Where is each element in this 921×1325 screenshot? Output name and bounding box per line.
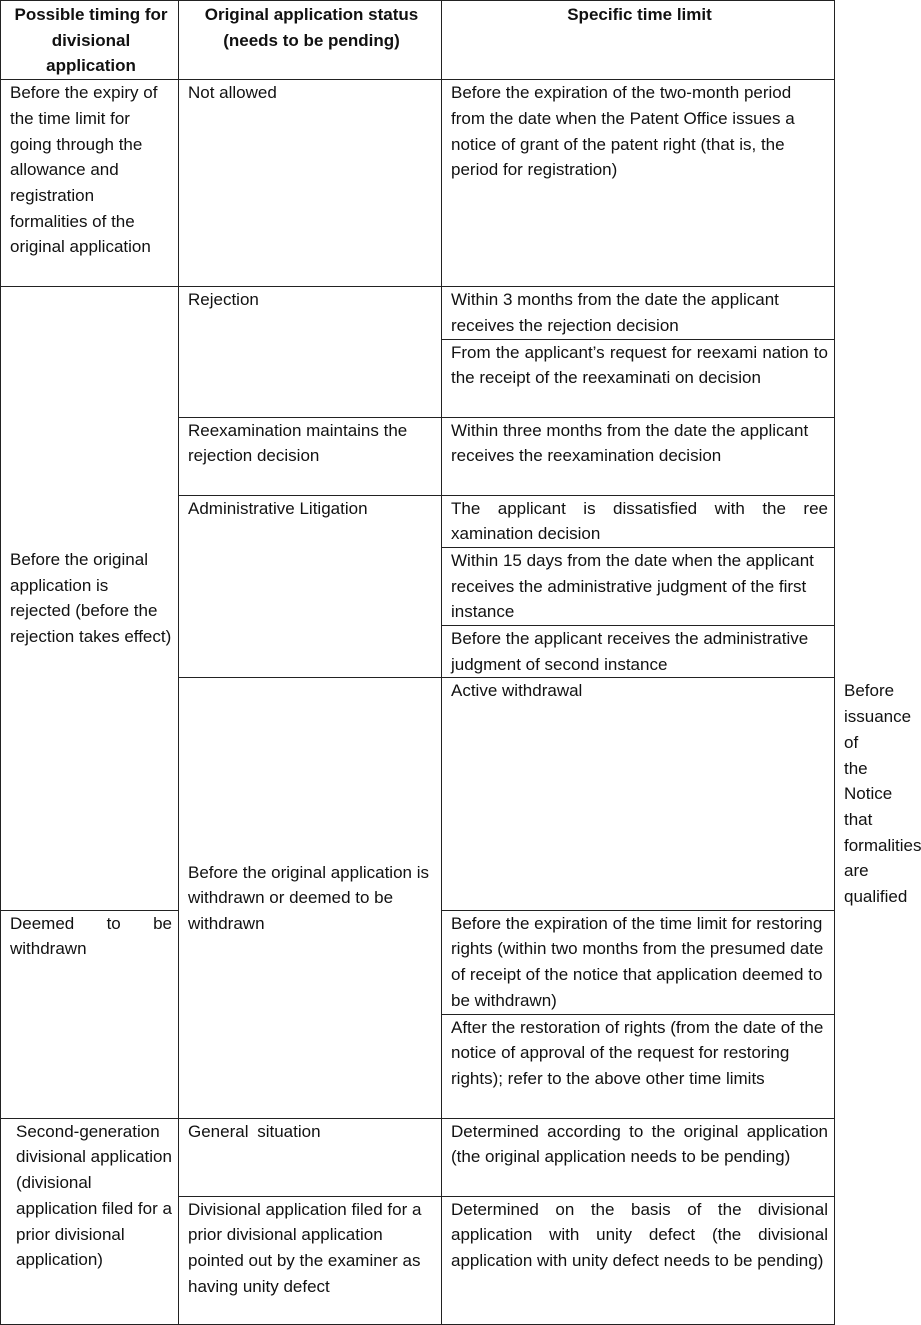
time-limit-cell: Determined on the basis of the divisional application with unity defect (the divisional application with unity defect needs to be pending) [442,1196,835,1324]
status-cell: Reexamination maintains the rejection decision [179,417,442,495]
status-cell: Deemed to be withdrawn [1,910,179,1118]
timing-cell: Second-generation divisional application (divisional application filed for a prior divisional application) [1,1118,179,1324]
status-cell: Not allowed [179,80,442,287]
timing-cell: Before the expiry of the time limit for going through the allowance and registration formalities of the original application [1,80,179,287]
time-limit-cell: Before the expiration of the two-month period from the date when the Patent Office issues a notice of grant of the patent right (that is, the period for registration) [442,80,835,287]
status-cell: Active withdrawal [442,678,835,910]
table-row [1,80,835,287]
time-limit-cell: After the restoration of rights (from the date of the notice of approval of the request for restoring rights); refer to the above other time limits [442,1014,835,1118]
table-row [1,1118,835,1196]
timing-cell: Before the original application is rejected (before the rejection takes effect) [1,287,179,911]
time-limit-cell: Before the expiration of the time limit for restoring rights (within two months from the presumed date of receipt of the notice that application deemed to be withdrawn) [442,910,835,1014]
header-status: Original application status (needs to be pending) [179,1,442,80]
status-cell: Divisional application filed for a prior divisional application pointed out by the examiner as having unity defect [179,1196,442,1324]
header-row [1,1,835,80]
status-cell: General situation [179,1118,442,1196]
time-limit-cell: Within 3 months from the date the applicant receives the rejection decision [442,287,835,339]
time-limit-cell: Within three months from the date the applicant receives the reexamination decision [442,417,835,495]
table-row [1,287,835,339]
header-time-limit: Specific time limit [442,1,835,80]
status-cell: Administrative Litigation [179,495,442,678]
table-row: Before the original application is withdrawn or deemed to be withdrawn Active withdrawal Before issuance of the Notice that formalities are qualified [1,678,835,910]
header-timing: Possible timing for divisional application [1,1,179,80]
time-limit-cell: Determined according to the original application (the original application needs to be pending) [442,1118,835,1196]
time-limit-cell: The applicant is dissatisfied with the ree xamination decision [442,495,835,547]
time-limit-cell: Within 15 days from the date when the applicant receives the administrative judgment of the first instance [442,547,835,625]
status-cell: Rejection [179,287,442,417]
time-limit-cell: From the applicant’s request for reexami nation to the receipt of the reexaminati on decision [442,339,835,417]
timing-cell: Before the original application is withdrawn or deemed to be withdrawn [179,678,442,1118]
time-limit-cell: Before the applicant receives the administrative judgment of second instance [442,626,835,678]
